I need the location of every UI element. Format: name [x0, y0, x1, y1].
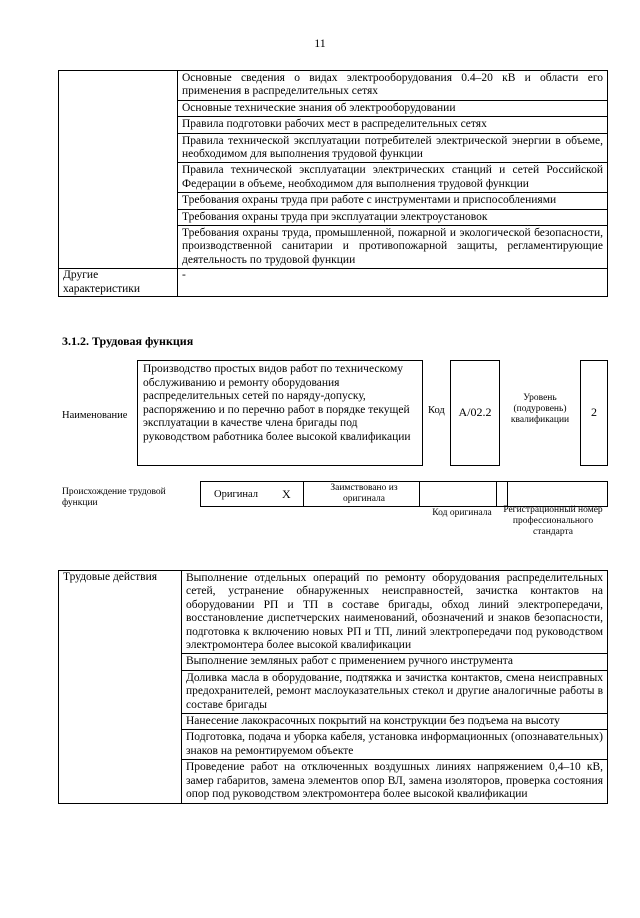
origin-divider — [419, 481, 420, 507]
borrowed-label: Заимствовано из оригинала — [330, 483, 398, 504]
actions-label: Трудовые действия — [59, 571, 182, 804]
knowledge-item: Требования охраны труда при работе с инструментами и приспособлениями — [178, 193, 608, 209]
knowledge-item: Требования охраны труда, промышленной, пожарной и экологической безопасности, производственной санитарии и противопожарной защиты, регламентирующие деятельность по трудовой функции — [178, 226, 608, 269]
knowledge-item: Правила технической эксплуатации электрических станций и сетей Российской Федерации в объеме, необходимом для выполнения трудовой функции — [178, 163, 608, 193]
knowledge-label-cell — [59, 71, 178, 269]
code-label: Код — [428, 405, 445, 416]
reg-number-caption: Регистрационный номер профессионального стандарта — [503, 505, 603, 537]
knowledge-item: Требования охраны труда при эксплуатации электроустановок — [178, 209, 608, 225]
action-item: Подготовка, подача и уборка кабеля, установка информационных (опознавательных) знаков на ремонтируемом объекте — [182, 730, 608, 760]
action-item: Нанесение лакокрасочных покрытий на конструкции без подъема на высоту — [182, 714, 608, 730]
code-original-caption: Код оригинала — [432, 508, 492, 518]
origin-divider — [303, 481, 304, 507]
function-name: Производство простых видов работ по техническому обслуживанию и ремонту оборудования распределительных сетей по наряду-допуску, распоряжению и по перечню работ в порядке текущей эксплуатации в качестве члена бригады под руководством работника более высокой квалификации — [137, 360, 423, 466]
section-heading: 3.1.2. Трудовая функция — [62, 334, 194, 348]
action-item: Доливка масла в оборудование, подтяжка и зачистка контактов, смена неисправных предохранителей, ремонт маслоуказательных стекол и другие аналогичные работы в составе бригады — [182, 670, 608, 713]
page-number: 11 — [314, 36, 326, 50]
other-characteristics-label: Другие характеристики — [59, 269, 178, 297]
knowledge-item: Основные технические знания об электрооборудовании — [178, 100, 608, 116]
function-code: A/02.2 — [450, 360, 500, 466]
actions-table — [58, 570, 608, 804]
name-label: Наименование — [62, 410, 128, 421]
action-item: Выполнение отдельных операций по ремонту оборудования распределительных сетей, устранение обнаруженных неисправностей, зачистка контактов на оборудовании РП и ТП в составе бригады, обход линий электропередачи, восстановление диспетчерских наименований, обозначений и знаков безопасности, подготовка к включению новых РП и ТП, линий электропередачи под руководством электромонтера более высокой квалификации — [182, 571, 608, 654]
action-item: Проведение работ на отключенных воздушных линиях напряжением 0,4–10 кВ, замер габаритов, замена элементов опор ВЛ, замена изоляторов, проверка состояния опор под руководством электромонтера более высокой квалификации — [182, 760, 608, 803]
level-label: Уровень (подуровень) квалификации — [510, 393, 570, 425]
knowledge-table — [58, 70, 608, 297]
qualification-level: 2 — [580, 360, 608, 466]
original-mark: X — [282, 487, 291, 501]
action-item: Выполнение земляных работ с применением ручного инструмента — [182, 654, 608, 670]
reg-number-box — [496, 481, 608, 507]
knowledge-item: Основные сведения о видах электрооборудования 0.4–20 кВ и области его применения в распределительных сетях — [178, 71, 608, 101]
origin-label: Происхождение трудовой функции — [62, 487, 166, 508]
knowledge-item: Правила подготовки рабочих мест в распределительных сетях — [178, 117, 608, 133]
other-characteristics-value: - — [178, 269, 608, 297]
knowledge-item: Правила технической эксплуатации потребителей электрической энергии в объеме, необходимом для выполнения трудовой функции — [178, 133, 608, 163]
original-label: Оригинал — [214, 489, 258, 500]
